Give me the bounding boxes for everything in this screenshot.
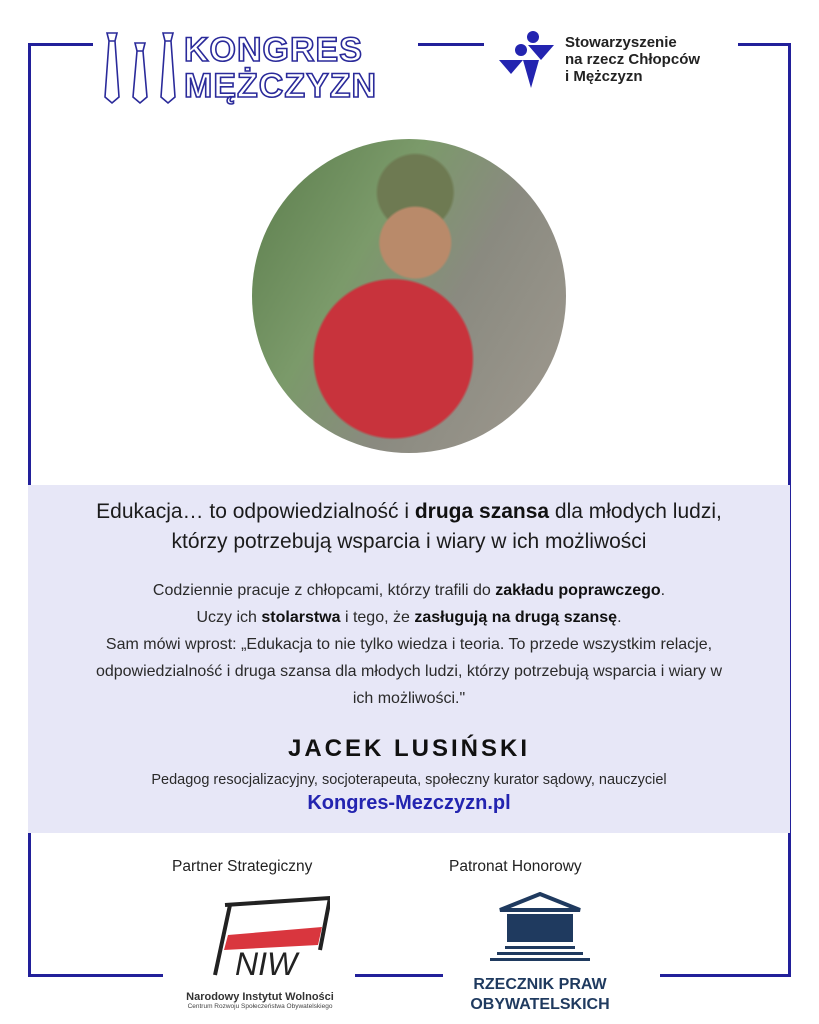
niw-logo xyxy=(180,895,340,1015)
quote-panel xyxy=(28,485,790,833)
association-line-2: na rzecz Chłopców xyxy=(565,50,701,68)
frame-top-left xyxy=(28,43,93,46)
strategic-partner-label: Partner Strategiczny xyxy=(172,858,313,875)
association-emblem-icon xyxy=(497,30,555,88)
niw-name: Narodowy Instytut Wolności xyxy=(186,991,334,1003)
body-text: . xyxy=(660,582,666,599)
frame-top-mid xyxy=(418,43,484,46)
body-bold: zakładu poprawczego xyxy=(495,582,661,599)
quote-text-end: dla młodych ludzi, którzy potrzebują wsparcia i wiary w ich możliwości xyxy=(171,500,722,553)
logo-line-1: KONGRES xyxy=(184,31,363,69)
rpo-name-1: RZECZNIK PRAW xyxy=(473,976,607,993)
honorary-patron-label: Patronat Honorowy xyxy=(449,858,582,875)
rpo-logo xyxy=(450,892,630,1015)
person-role: Pedagog resocjalizacyjny, socjoterapeuta, społeczny kurator sądowy, nauczyciel xyxy=(151,772,667,788)
niw-subtitle: Centrum Rozwoju Społeczeństwa Obywatelskiego xyxy=(187,1003,333,1010)
frame-top-right xyxy=(738,43,791,46)
body-text: . xyxy=(617,609,622,626)
quote-bold: druga szansa xyxy=(414,500,550,523)
headline-quote xyxy=(28,497,790,557)
association-line-3: i Mężczyzn xyxy=(565,67,643,85)
niw-flag-icon xyxy=(190,895,330,980)
person-name: JACEK LUSIŃSKI xyxy=(287,735,531,762)
niw-logo-text: NIW xyxy=(235,946,298,980)
frame-bottom-right xyxy=(660,974,791,977)
body-bold: zasługują na drugą szansę xyxy=(414,609,618,626)
body-text: Uczy ich xyxy=(196,609,262,626)
association-logo xyxy=(497,30,700,88)
frame-bottom-left xyxy=(28,974,163,977)
description xyxy=(28,577,790,712)
portrait-photo xyxy=(252,139,566,453)
ties-icon xyxy=(102,31,178,105)
association-line-1: Stowarzyszenie xyxy=(565,33,677,51)
rpo-name-2: OBYWATELSKICH xyxy=(470,996,610,1013)
frame-bottom-mid xyxy=(355,974,443,977)
body-bold: stolarstwa xyxy=(261,609,341,626)
quote-text: Edukacja… to odpowiedzialność i xyxy=(96,500,415,523)
body-text: Codziennie pracuje z chłopcami, którzy trafili do xyxy=(152,582,496,599)
rpo-building-icon xyxy=(485,892,595,962)
kongres-mezczyzn-logo xyxy=(102,28,407,108)
website-link[interactable]: Kongres-Mezczyzn.pl xyxy=(307,792,511,814)
logo-line-2: MĘŻCZYZN xyxy=(184,67,378,105)
body-text: i tego, że xyxy=(340,609,415,626)
body-quote: Sam mówi wprost: „Edukacja to nie tylko wiedza i teoria. To przede wszystkim relacje, odpowiedzialność i druga szansa dla młodych ludzi, którzy potrzebują wsparcia i wiary w ich możliwości." xyxy=(95,636,723,707)
